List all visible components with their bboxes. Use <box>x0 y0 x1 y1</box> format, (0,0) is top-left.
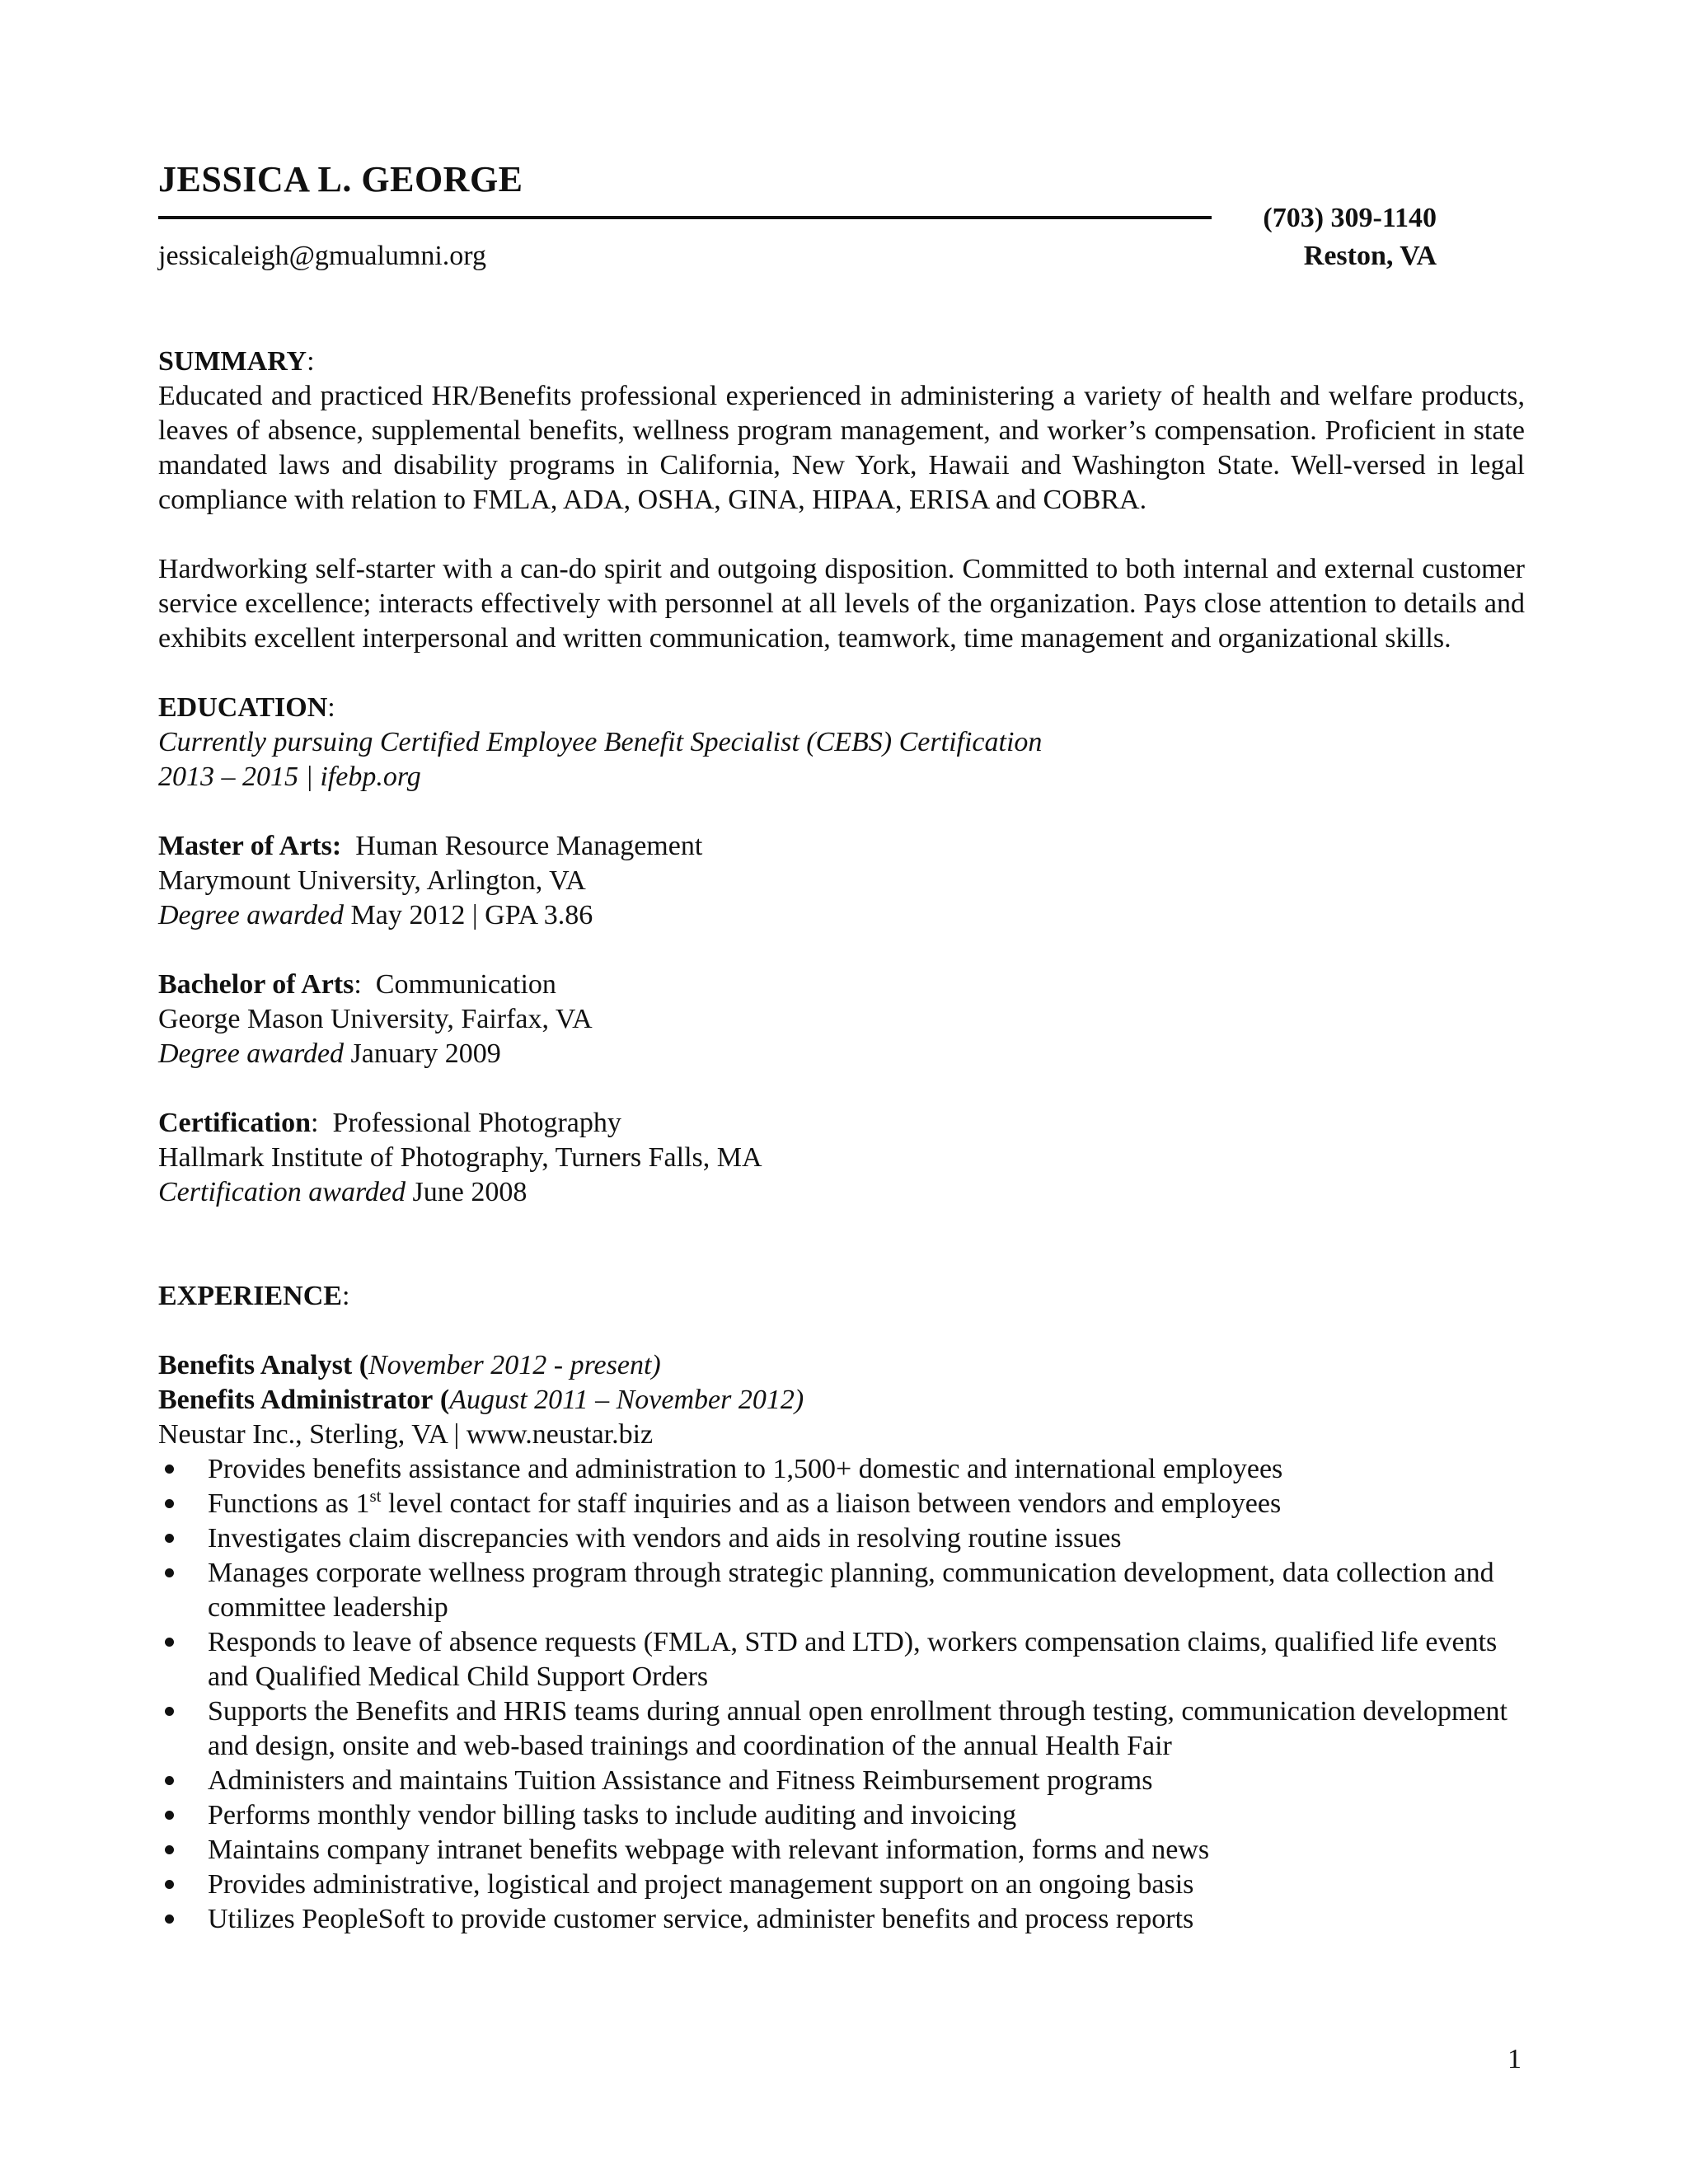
school-line: Marymount University, Arlington, VA <box>158 865 586 896</box>
school-line: George Mason University, Fairfax, VA <box>158 1004 593 1034</box>
summary-paragraph-1: Educated and practiced HR/Benefits professional experienced in administering a variety of health and welfare products, leaves of absence, supplemental benefits, wellness program management, and worker’s compensation. Proficient in state mandated laws and disability programs in California, New York, Hawaii and Washington State. Well-versed in legal compliance with relation to FMLA, ADA, OSHA, GINA, HIPAA, ERISA and COBRA. <box>158 381 1525 515</box>
degree-line: Master of Arts: Human Resource Management <box>158 831 703 861</box>
summary-paragraph-2: Hardworking self-starter with a can-do spirit and outgoing disposition. Committed to both internal and external customer service excellence; interacts effectively with personnel at all levels of the organization. Pays close attention to details and exhibits excellent interpersonal and written communication, teamwork, time management and organizational skills. <box>158 554 1525 654</box>
list-item: Utilizes PeopleSoft to provide customer service, administer benefits and process reports <box>158 1902 1525 1937</box>
award-line: Degree awarded January 2009 <box>158 1038 501 1069</box>
degree-line: Bachelor of Arts: Communication <box>158 969 556 1000</box>
phone-number: (703) 309-1140 <box>1263 203 1437 233</box>
role-title-1: Benefits Analyst (November 2012 - present) <box>158 1350 661 1380</box>
responsibility-list <box>158 1452 1525 1937</box>
award-line: Degree awarded May 2012 | GPA 3.86 <box>158 900 593 930</box>
employer-line: Neustar Inc., Sterling, VA | www.neustar.biz <box>158 1419 654 1450</box>
resume-body <box>158 344 1525 1937</box>
list-item: Maintains company intranet benefits webpage with relevant information, forms and news <box>158 1833 1525 1868</box>
education-heading: EDUCATION: <box>158 692 335 723</box>
degree-line: Certification: Professional Photography <box>158 1108 621 1138</box>
list-item: Provides benefits assistance and administration to 1,500+ domestic and international employees <box>158 1452 1525 1487</box>
list-item: Investigates claim discrepancies with vendors and aids in resolving routine issues <box>158 1521 1525 1556</box>
education-entry <box>158 829 1525 933</box>
cebs-line: Currently pursuing Certified Employee Benefit Specialist (CEBS) Certification <box>158 727 1043 757</box>
summary-heading: SUMMARY: <box>158 346 315 377</box>
education-entry <box>158 1106 1525 1210</box>
role-title-2: Benefits Administrator (August 2011 – November 2012) <box>158 1385 804 1415</box>
candidate-name: JESSICA L. GEORGE <box>158 159 523 199</box>
education-entry <box>158 968 1525 1071</box>
header-divider <box>158 216 1212 219</box>
list-item: Supports the Benefits and HRIS teams during annual open enrollment through testing, communication development and design, onsite and web-based trainings and coordination of the annual Health Fair <box>158 1694 1525 1764</box>
list-item: Manages corporate wellness program through strategic planning, communication development, data collection and committee leadership <box>158 1556 1525 1625</box>
email-address: jessicaleigh@gmualumni.org <box>158 241 487 271</box>
experience-heading: EXPERIENCE: <box>158 1281 350 1311</box>
location: Reston, VA <box>1303 241 1437 271</box>
cebs-dates: 2013 – 2015 | ifebp.org <box>158 762 421 792</box>
award-line: Certification awarded June 2008 <box>158 1177 528 1207</box>
list-item: Provides administrative, logistical and project management support on an ongoing basis <box>158 1868 1525 1902</box>
page-number: 1 <box>1507 2044 1522 2074</box>
list-item: Responds to leave of absence requests (FMLA, STD and LTD), workers compensation claims, qualified life events and Qualified Medical Child Support Orders <box>158 1625 1525 1694</box>
school-line: Hallmark Institute of Photography, Turners Falls, MA <box>158 1142 762 1173</box>
list-item: Functions as 1st level contact for staff inquiries and as a liaison between vendors and employees <box>158 1487 1525 1521</box>
list-item: Administers and maintains Tuition Assistance and Fitness Reimbursement programs <box>158 1764 1525 1798</box>
list-item: Performs monthly vendor billing tasks to include auditing and invoicing <box>158 1798 1525 1833</box>
